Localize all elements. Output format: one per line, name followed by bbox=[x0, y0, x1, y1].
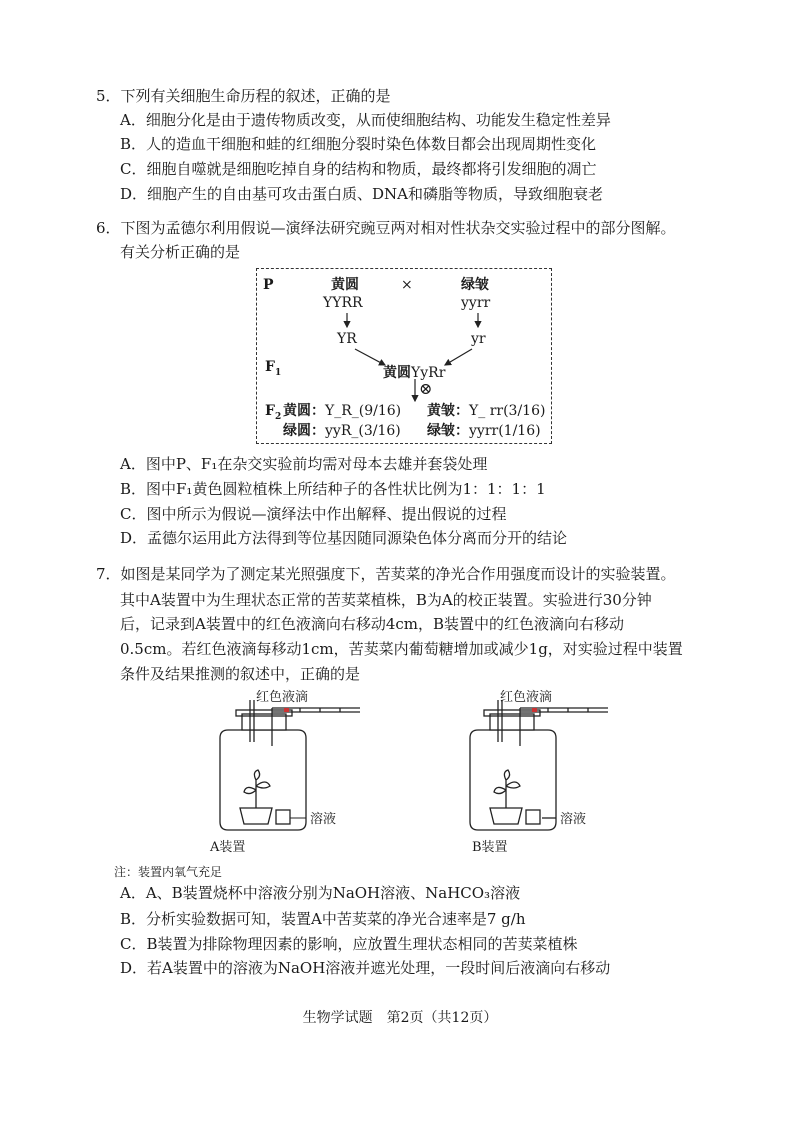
q7-stem-line-2: 其中A装置中为生理状态正常的苦荬菜植株，B为A的校正装置。实验进行30分钟 bbox=[120, 591, 652, 609]
q6-option-c: C．图中所示为假说—演绎法中作出解释、提出假说的过程 bbox=[120, 505, 507, 523]
q7-stem-line-5: 条件及结果推测的叙述中，正确的是 bbox=[120, 665, 361, 683]
device-a-label: A装置 bbox=[210, 840, 246, 855]
solution-label-b: 溶液 bbox=[560, 812, 587, 827]
q7-note: 注：装置内氧气充足 bbox=[114, 865, 223, 879]
selfing-icon: ⊗ bbox=[419, 379, 433, 398]
p-label: P bbox=[263, 277, 274, 293]
red-droplet-label-a: 红色液滴 bbox=[256, 690, 309, 705]
device-b bbox=[470, 700, 608, 830]
arrow-gamete1-f1 bbox=[355, 349, 385, 365]
q5-option-d: D．细胞产生的自由基可攻击蛋白质、DNA和磷脂等物质，导致细胞衰老 bbox=[120, 185, 604, 203]
q7-stem-line-4: 0.5cm。若红色液滴每移动1cm，苦荬菜内葡萄糖增加或减少1g，对实验过程中装置 bbox=[120, 640, 683, 658]
f2-label: $F_2$ bbox=[265, 403, 282, 422]
red-droplet-label-b: 红色液滴 bbox=[500, 690, 553, 705]
q5-option-a: A．细胞分化是由于遗传物质改变，从而使细胞结构、功能发生稳定性差异 bbox=[120, 111, 611, 129]
device-a bbox=[220, 700, 360, 830]
gamete-1: YR bbox=[337, 331, 357, 347]
gamete-2: yr bbox=[471, 331, 486, 347]
cross-symbol: × bbox=[401, 277, 413, 293]
q5-option-c: C．细胞自噬就是细胞吃掉自身的结构和物质，最终都将引发细胞的凋亡 bbox=[120, 160, 597, 178]
q6-stem-cont: 有关分析正确的是 bbox=[120, 243, 241, 261]
q7-option-d: D．若A装置中的溶液为NaOH溶液并遮光处理，一段时间后液滴向右移动 bbox=[120, 959, 611, 977]
red-droplet-b bbox=[532, 708, 537, 712]
q5-stem: 5．下列有关细胞生命历程的叙述，正确的是 bbox=[96, 87, 391, 105]
f1-result: 黄圆YyRr bbox=[383, 365, 446, 381]
q7-option-a: A．A、B装置烧杯中溶液分别为NaOH溶液、NaHCO₃溶液 bbox=[120, 884, 521, 902]
q6-option-d: D．孟德尔运用此方法得到等位基因随同源染色体分离而分开的结论 bbox=[120, 529, 568, 547]
apparatus-drawing bbox=[180, 690, 640, 860]
p1-phenotype: 黄圆 bbox=[331, 277, 359, 293]
q5-option-b: B．人的造血干细胞和蛙的红细胞分裂时染色体数目都会出现周期性变化 bbox=[120, 135, 597, 153]
genetic-cross-diagram bbox=[256, 268, 552, 444]
f1-label: $F_1$ bbox=[265, 359, 282, 378]
q6-option-b: B．图中F₁黄色圆粒植株上所结种子的各性状比例为1：1：1：1 bbox=[120, 480, 546, 498]
solution-label-a: 溶液 bbox=[310, 812, 337, 827]
page-footer: 生物学试题 第2页（共12页） bbox=[302, 1010, 498, 1026]
f2-row1-a: 黄圆：Y_R_(9/16) bbox=[283, 403, 402, 419]
device-b-label: B装置 bbox=[472, 840, 508, 855]
f2-row2-b: 绿皱：yyrr(1/16) bbox=[427, 423, 541, 439]
p2-phenotype: 绿皱 bbox=[461, 277, 489, 293]
p1-genotype: YYRR bbox=[323, 295, 363, 311]
q7-stem-line-3: 后，记录到A装置中的红色液滴向右移动4cm，B装置中的红色液滴向右移动 bbox=[120, 615, 625, 633]
f2-row2-a: 绿圆：yyR_(3/16) bbox=[283, 423, 401, 439]
q7-stem-line-1: 7．如图是某同学为了测定某光照强度下，苦荬菜的净光合作用强度而设计的实验装置。 bbox=[96, 565, 676, 583]
q7-option-b: B．分析实验数据可知，装置A中苦荬菜的净光合速率是7 g/h bbox=[120, 910, 526, 928]
red-droplet-a bbox=[284, 708, 289, 712]
q6-stem: 6．下图为孟德尔利用假说—演绎法研究豌豆两对相对性状杂交实验过程中的部分图解。 bbox=[96, 219, 676, 237]
q7-option-c: C．B装置为排除物理因素的影响，应放置生理状态相同的苦荬菜植株 bbox=[120, 935, 578, 953]
f2-row1-b: 黄皱：Y_ rr(3/16) bbox=[427, 403, 546, 419]
arrow-gamete2-f1 bbox=[445, 349, 472, 365]
p2-genotype: yyrr bbox=[461, 295, 491, 311]
q6-option-a: A．图中P、F₁在杂交实验前均需对母本去雄并套袋处理 bbox=[120, 455, 488, 473]
experiment-apparatus bbox=[180, 690, 640, 860]
